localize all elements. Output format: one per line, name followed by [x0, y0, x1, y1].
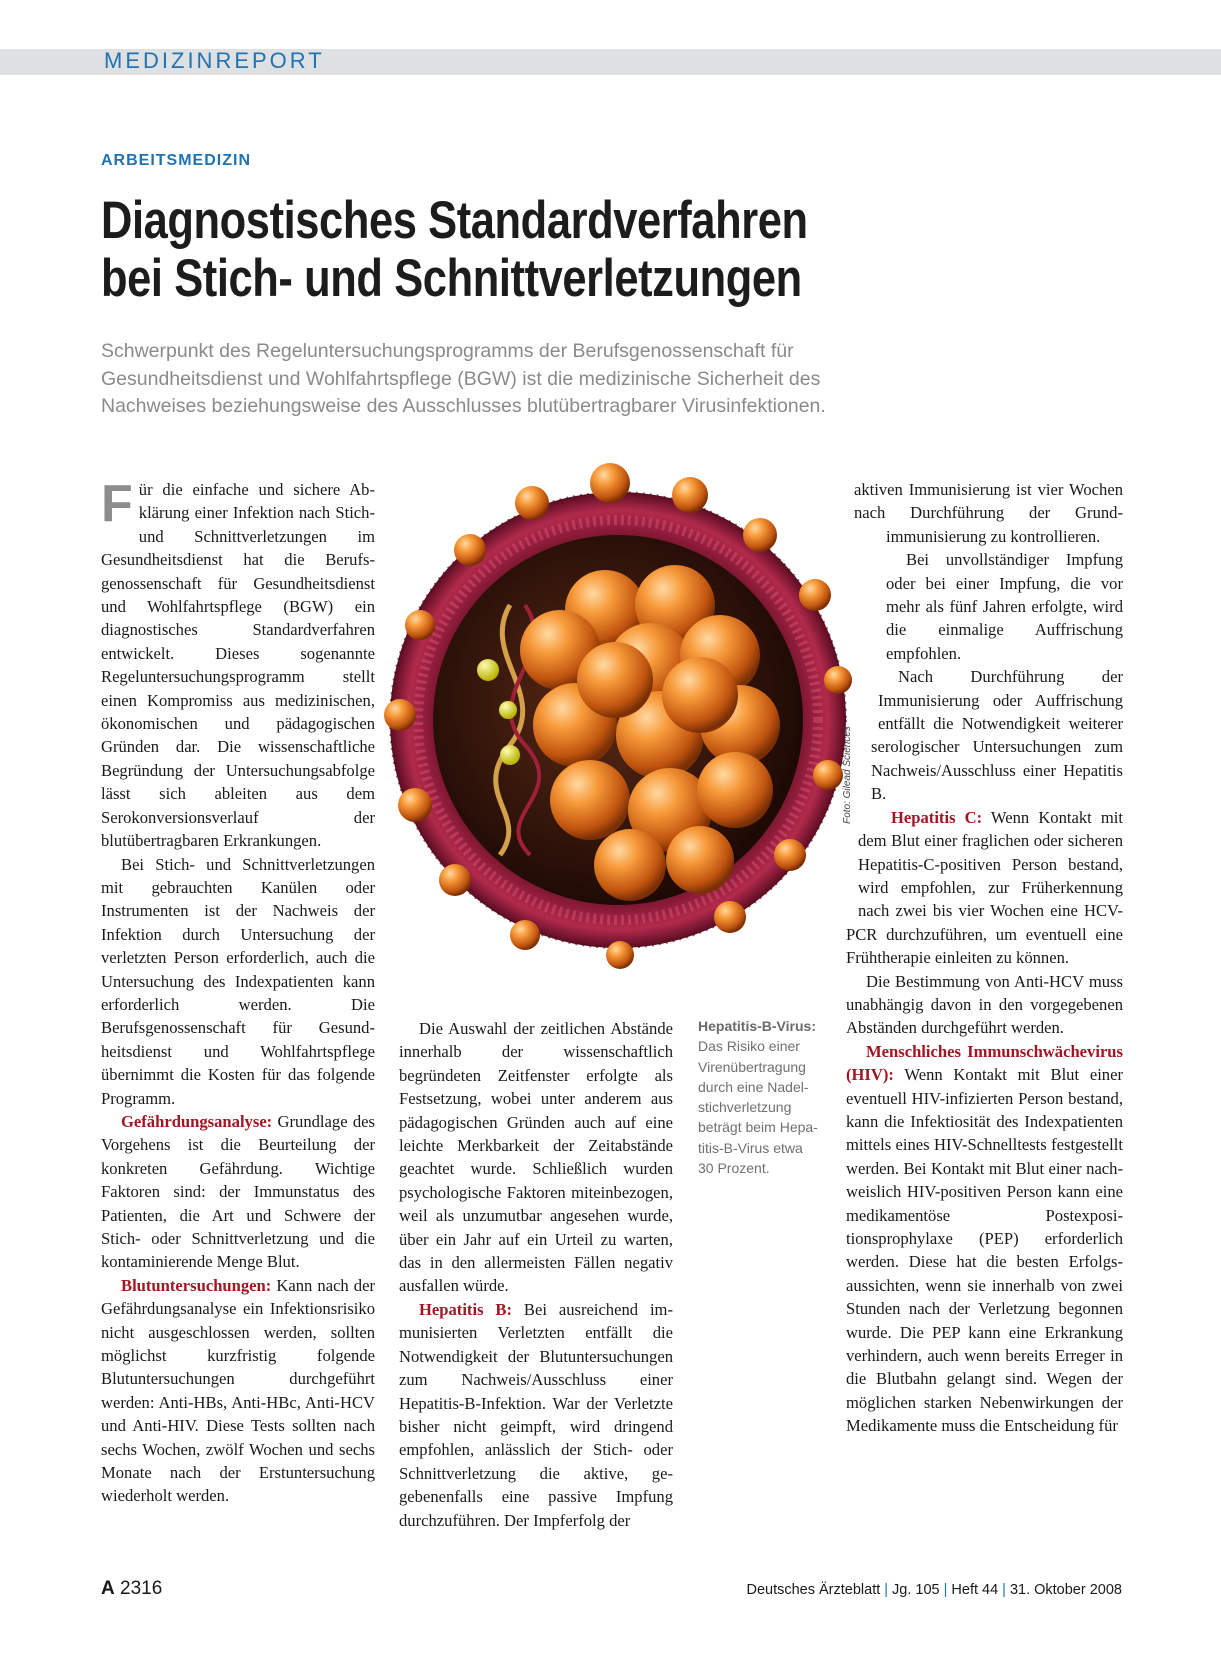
page-number — [101, 1578, 162, 1600]
paragraph — [846, 1040, 1123, 1438]
paragraph-text: Wenn Kontakt mit dem Blut einer fraglichen oder sicheren Hepatitis-C-positiven Person bestand, wird empfohlen, zur Früherkennung nach zwei bis vier Wochen eine HCV-PCR durchzuführen, um eventuell eine Frühtherapie einleiten zu können. — [846, 807, 1124, 968]
paragraph: Die Auswahl der zeitlichen Abstände innerhalb der wissenschaftlich begründeten Zeitfenster erfolgte als Festsetzung, wobei unter anderem aus pädagogischen Gründen auch auf eine leichte Merkbarkeit der Zeitabstände geachtet wurde. Schließlich wurden psychologische Faktoren miteinbezogen, weil als unzumutbar angesehen wurde, über ein Jahr auf ein Urteil zu warten, das in den allermeisten Fällen negativ ausfallen würde. — [399, 1019, 673, 1296]
paragraph — [399, 1298, 673, 1532]
paragraph: aktiven Immunisierung ist vier Wochen nach Durchführung der Grundimmunisierung zu kontrollieren. — [854, 480, 1123, 546]
lead-line: Schwerpunkt des Regeluntersuchungsprogramms der Berufsgenossenschaft für — [101, 340, 794, 362]
paragraph: Bei Stich- und Schnittverletzungen mit gebrauchten Kanülen oder Instrumenten ist der Nachweis der Infektion durch Untersuchung der verletzten Person erforderlich, auch die Untersuchung des Indexpatienten kann erforderlich werden. Die Berufsgenossenschaft für Gesundheitsdienst und Wohlfahrtspflege übernimmt die Kosten für das folgende Programm. — [101, 854, 375, 1108]
paragraph-text: Grundlage des Vorgehens ist die Beurteilung der konkreten Gefährdung. Wichtige Faktoren sind: der Immunstatus des Patienten, die Art und Schwere der Stich- oder Schnittverletzung und die kontaminierende Menge Blut. — [101, 1111, 375, 1272]
caption-line: beträgt beim Hepa- — [698, 1119, 818, 1136]
journal-reference: Deutsches Ärzteblatt | Jg. 105 | Heft 44 | 31. Oktober 2008 — [746, 1582, 1122, 1598]
photo-credit: Foto: Gilead Sciences — [842, 726, 853, 824]
lead-line: Nachweises beziehungsweise des Ausschlusses blutübertragbarer Virusinfektionen. — [101, 395, 826, 417]
paragraph — [101, 1274, 375, 1508]
subheading: Hepatitis B: — [419, 1299, 513, 1319]
page-number-value: 2316 — [120, 1578, 163, 1599]
lead-line: Gesundheitsdienst und Wohlfahrtspflege (BGW) ist die medizinische Sicherheit des — [101, 367, 821, 390]
section-label: MEDIZINREPORT — [104, 48, 325, 73]
paragraph-text: Kann nach der Gefährdungsanalyse ein Infektionsrisiko nicht ausgeschlossen werden, sollten möglichst kurzfristig folgende Blutuntersuchungen durchgeführt werden: Anti-HBs, Anti-HBc, Anti-HCV und Anti-HIV. Diese Tests sollten nach sechs Wochen, zwölf Wochen und sechs Monate nach der Erstuntersuchung wiederholt werden. — [101, 1275, 375, 1506]
caption-title: Hepatitis-B-Virus: — [698, 1018, 816, 1034]
journal-name: Deutsches Ärzteblatt — [746, 1582, 881, 1598]
subheading: Blutuntersuchungen: — [121, 1275, 272, 1295]
title-line: Diagnostisches Standardverfahren — [101, 191, 808, 250]
caption-line: titis-B-Virus etwa — [698, 1139, 803, 1156]
paragraph — [846, 806, 1123, 970]
page-prefix: A — [101, 1578, 115, 1599]
lead-paragraph — [101, 338, 1021, 421]
journal-issue: Heft 44 — [951, 1582, 999, 1598]
text-column-3 — [846, 478, 1123, 1438]
subheading: Menschliches Immunschwächevirus (HIV): — [846, 1041, 1123, 1085]
subheading: Hepatitis C: — [891, 807, 983, 827]
text-column-1 — [101, 475, 375, 1508]
subheading: Gefährdungsanalyse: — [121, 1111, 273, 1131]
paragraph: Die Bestimmung von Anti-HCV muss unabhängig davon in den vorgegebenen Abständen durchgeführt werden. — [846, 971, 1123, 1038]
kicker: ARBEITSMEDIZIN — [101, 152, 251, 169]
caption-line: Virenübertragung — [698, 1058, 806, 1075]
article-title — [101, 192, 921, 308]
caption-line: Das Risiko einer — [698, 1038, 800, 1055]
figure-caption — [698, 1016, 833, 1178]
journal-volume: Jg. 105 — [892, 1582, 940, 1598]
drop-cap: F — [101, 475, 133, 533]
caption-line: 30 Prozent. — [698, 1160, 770, 1177]
title-line: bei Stich- und Schnittverletzungen — [101, 249, 802, 308]
hepatitis-b-virus-illustration — [360, 455, 880, 975]
paragraph — [101, 475, 375, 853]
paragraph: Nach Durchführung der Immunisierung oder Auffrischung entfällt die Notwendigkeit weiterer serologischer Untersuchungen zum Nachweis/Ausschluss einer Hepatitis B. — [871, 667, 1123, 804]
text-column-2 — [399, 1017, 673, 1532]
paragraph — [101, 1110, 375, 1274]
paragraph: Bei unvollständiger Impfung oder bei einer Impfung, die vor mehr als fünf Jahren erfolgte, wird die einmalige Auffrischung empfohlen. — [886, 550, 1123, 663]
paragraph-text: Bei ausreichend immunisierten Verletzten entfällt die Notwendigkeit der Blutuntersuchungen zum Nachweis/Ausschluss einer Hepatitis-B-Infektion. War der Verletzte bisher nicht geimpft, wird dringend empfohlen, anlässlich der Stich- oder Schnittverletzung die aktive, gegebenenfalls eine passive Impfung durchzuführen. Der Impferfolg der — [399, 1299, 673, 1530]
paragraph-text: Wenn Kontakt mit Blut einer eventuell HIV-infizierten Person bestand, kann die Infektiosität des Indexpatienten mittels eines HIV-Schnelltests festgestellt werden. Bei Kontakt mit Blut einer nachweislich HIV-positiven Person kann eine medikamentöse Postexpositionsprophylaxe (PEP) erforderlich werden. Diese hat die besten Erfolgsaussichten, wenn sie innerhalb von zwei Stunden nach der Verletzung begonnen wurde. Die PEP kann eine Erkrankung verhindern, auch wenn bereits Erreger in die Blutbahn gelangt sind. Wegen der möglichen starken Nebenwirkungen der Medikamente muss die Entscheidung für — [846, 1065, 1123, 1436]
journal-date: 31. Oktober 2008 — [1009, 1582, 1122, 1598]
caption-line: stichverletzung — [698, 1099, 792, 1116]
caption-line: durch eine Nadel- — [698, 1078, 809, 1095]
virus-graphic — [360, 455, 880, 975]
paragraph-text: ür die einfache und sichere Abklärung einer Infektion nach Stich- und Schnittverletzungen im Gesundheitsdienst hat die Berufsgenossenschaft für Gesundheitsdienst und Wohlfahrtspflege (BGW) ein diagnostisches Standardverfahren entwickelt. Dieses sogenannte Regeluntersuchungsprogramm stellt einen Kompromiss aus medizinischen, ökonomischen und pädagogischen Gründen dar. Die wissenschaftliche Begründung der Untersuchungsabfolge lässt sich ableiten aus dem Serokonversionsverlauf der blutübertragbaren Erkrankungen. — [101, 480, 375, 851]
